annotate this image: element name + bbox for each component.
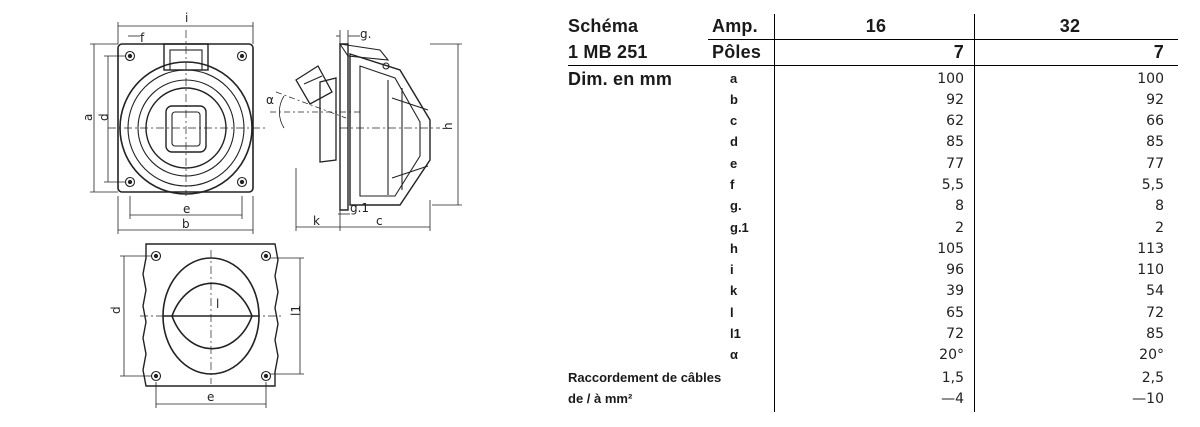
dim-key: b	[730, 92, 738, 107]
dim-row	[568, 326, 1188, 346]
dim-row	[568, 156, 1188, 176]
dim-row	[568, 134, 1188, 154]
dim-row	[568, 177, 1188, 197]
dim-value-16: 2	[955, 220, 964, 236]
dim-value-32: 92	[1146, 92, 1164, 108]
dim-value-32: 77	[1146, 156, 1164, 172]
cable-min-32: 2,5	[1141, 370, 1164, 386]
dim-value-32: 72	[1146, 305, 1164, 321]
dim-label-h: h	[441, 122, 455, 130]
dim-label-g: g.	[360, 27, 372, 41]
dim-label-e-cut: e	[207, 390, 215, 404]
dim-key: a	[730, 71, 738, 86]
side-view	[270, 44, 440, 210]
dim-row	[568, 71, 1188, 91]
dim-key: g.	[730, 198, 742, 213]
dim-row	[568, 220, 1188, 240]
dim-value-16: 77	[946, 156, 964, 172]
header-rule-2	[568, 65, 1178, 66]
dim-key: c	[730, 113, 738, 128]
dim-value-32: 66	[1146, 113, 1164, 129]
dim-value-32: 5,5	[1141, 177, 1164, 193]
model-label: 1 MB 251	[568, 42, 648, 62]
dim-key: i	[730, 262, 734, 277]
cable-row-min	[568, 370, 1188, 390]
dim-value-32: 85	[1146, 326, 1164, 342]
dim-label-d-cut: d	[109, 306, 123, 314]
dim-key: k	[730, 283, 738, 298]
dim-key: α	[730, 347, 738, 362]
poles-label: Pôles	[712, 42, 762, 62]
cable-max-16: —4	[941, 391, 964, 407]
dim-value-16: 72	[946, 326, 964, 342]
amp-16: 16	[865, 16, 887, 36]
dim-value-16: 39	[946, 283, 964, 299]
schema-label: Schéma	[568, 16, 639, 36]
dim-value-16: 100	[937, 71, 964, 87]
dim-row	[568, 241, 1188, 261]
dim-label-d-front: d	[97, 113, 111, 121]
dim-value-32: 100	[1137, 71, 1164, 87]
dim-row	[568, 198, 1188, 218]
dim-row	[568, 262, 1188, 282]
dim-label-e-front: e	[183, 202, 191, 216]
dim-value-32: 110	[1137, 262, 1164, 278]
dim-value-32: 20°	[1139, 347, 1164, 363]
dims-title: Dim. en mm	[568, 69, 673, 89]
dim-label-l: l	[216, 297, 220, 311]
dim-row	[568, 283, 1188, 303]
header-row-poles	[568, 42, 1188, 64]
dim-label-l1: l1	[289, 305, 303, 316]
dim-key: l1	[730, 326, 741, 341]
cable-label-line2: de / à mm²	[568, 391, 633, 406]
header-row-amp	[568, 16, 1188, 38]
dim-value-32: 8	[1155, 198, 1164, 214]
dim-key: g.1	[730, 220, 749, 235]
dim-row	[568, 347, 1188, 367]
dim-value-32: 54	[1146, 283, 1164, 299]
dim-row	[568, 113, 1188, 133]
dim-value-16: 105	[937, 241, 964, 257]
dim-key: d	[730, 134, 738, 149]
cable-row-max	[568, 391, 1188, 411]
dim-value-16: 85	[946, 134, 964, 150]
amp-label: Amp.	[712, 16, 758, 36]
dim-value-16: 20°	[939, 347, 964, 363]
dim-label-b: b	[182, 217, 190, 231]
dim-key: e	[730, 156, 738, 171]
dim-key: l	[730, 305, 734, 320]
dim-label-alpha: α	[266, 93, 274, 107]
dim-key: h	[730, 241, 738, 256]
technical-drawing	[0, 0, 560, 427]
front-view	[108, 30, 266, 196]
dim-value-16: 65	[946, 305, 964, 321]
dim-label-a: a	[81, 113, 95, 121]
poles-16: 7	[953, 42, 964, 62]
dim-label-f: f	[140, 31, 145, 45]
dim-row	[568, 305, 1188, 325]
dim-label-i: i	[185, 11, 189, 25]
dim-value-32: 113	[1137, 241, 1164, 257]
dim-value-16: 8	[955, 198, 964, 214]
dim-value-32: 2	[1155, 220, 1164, 236]
cable-max-32: —10	[1132, 391, 1164, 407]
dim-value-16: 96	[946, 262, 964, 278]
dim-value-16: 92	[946, 92, 964, 108]
panel-cutout-view	[140, 244, 284, 386]
dim-label-g1: g.1	[350, 201, 370, 215]
dim-key: f	[730, 177, 735, 192]
amp-32: 32	[1059, 16, 1081, 36]
dim-value-16: 5,5	[941, 177, 964, 193]
dim-label-c: c	[376, 214, 383, 228]
dimension-drawing-svg	[0, 0, 560, 427]
cable-label-line1: Raccordement de câbles	[568, 370, 722, 385]
header-rule-1	[708, 39, 1178, 40]
dim-value-32: 85	[1146, 134, 1164, 150]
poles-32: 7	[1153, 42, 1164, 62]
cable-min-16: 1,5	[941, 370, 964, 386]
dim-row	[568, 92, 1188, 112]
dim-value-16: 62	[946, 113, 964, 129]
dim-label-k: k	[313, 214, 320, 228]
